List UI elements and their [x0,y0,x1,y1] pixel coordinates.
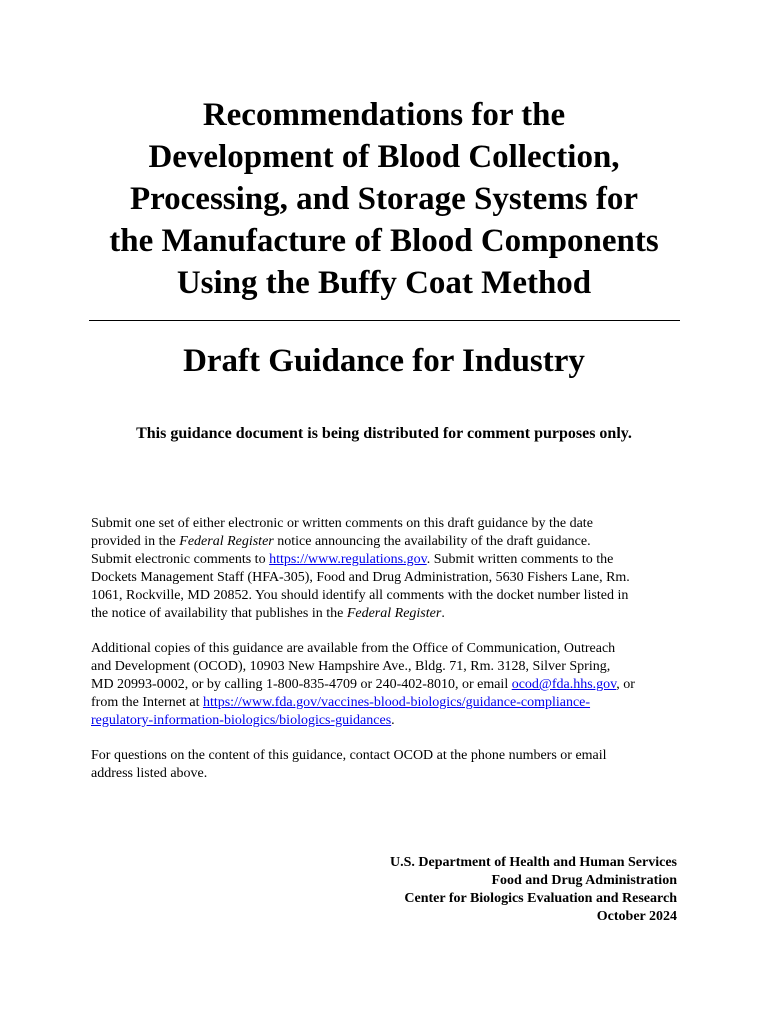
document-subtitle: Draft Guidance for Industry [183,343,585,379]
paragraph-line [91,605,691,623]
federal-register-italic: Federal Register [346,606,442,621]
title-line: Development of Blood Collection, [148,139,620,175]
paragraph-line [91,551,691,569]
text-fragment: , or [616,677,635,692]
text-fragment: . Submit written comments to the [426,552,614,567]
copies-paragraph [91,640,691,730]
issuing-agency-block [390,854,677,926]
comments-paragraph [91,515,691,623]
issue-date: October 2024 [596,909,677,924]
paragraph-line: Submit one set of either electronic or written comments on this draft guidance by the date [91,516,593,531]
federal-register-italic: Federal Register [179,534,274,549]
text-fragment: MD 20993-0002, or by calling 1-800-835-4709 or 240-402-8010, or email [91,677,512,692]
text-fragment: notice announcing the availability of the draft guidance. [273,534,591,549]
title-line: the Manufacture of Blood Components [109,223,659,259]
text-fragment: the notice of availability that publishes in the [91,606,347,621]
distribution-notice: This guidance document is being distributed for comment purposes only. [136,425,632,442]
title-line: Recommendations for the [202,97,566,133]
regulations-gov-link[interactable]: https://www.regulations.gov [269,552,427,567]
document-title [60,94,708,304]
paragraph-line: address listed above. [91,766,208,781]
paragraph-line: and Development (OCOD), 10903 New Hampshire Ave., Bldg. 71, Rm. 3128, Silver Spring, [91,659,611,674]
paragraph-line: 1061, Rockville, MD 20852. You should identify all comments with the docket number listed in [91,588,629,603]
text-fragment: from the Internet at [91,695,203,710]
paragraph-line: Dockets Management Staff (HFA-305), Food and Drug Administration, 5630 Fishers Lane, Rm. [91,570,630,585]
paragraph-line: Additional copies of this guidance are available from the Office of Communication, Outreach [91,641,616,656]
paragraph-line [91,694,691,712]
title-line: Processing, and Storage Systems for [129,181,639,217]
text-fragment: provided in the [91,534,180,549]
paragraph-line [91,676,691,694]
text-fragment: . [391,713,395,728]
agency-name: Food and Drug Administration [491,873,677,888]
text-fragment: Submit electronic comments to [91,552,270,567]
text-fragment: . [441,606,445,621]
paragraph-line: For questions on the content of this guidance, contact OCOD at the phone numbers or email [91,748,607,763]
paragraph-line [91,712,691,730]
department-name: U.S. Department of Health and Human Services [390,855,677,870]
fda-guidances-link[interactable]: https://www.fda.gov/vaccines-blood-biologics/guidance-compliance- [202,695,591,710]
fda-guidances-link-continued[interactable]: regulatory-information-biologics/biologics-guidances [91,713,392,728]
paragraph-line [91,533,691,551]
questions-paragraph [91,747,691,783]
ocod-email-link[interactable]: ocod@fda.hhs.gov [511,677,617,692]
title-divider [89,320,680,321]
center-name: Center for Biologics Evaluation and Research [404,891,677,906]
title-line: Using the Buffy Coat Method [176,265,592,301]
